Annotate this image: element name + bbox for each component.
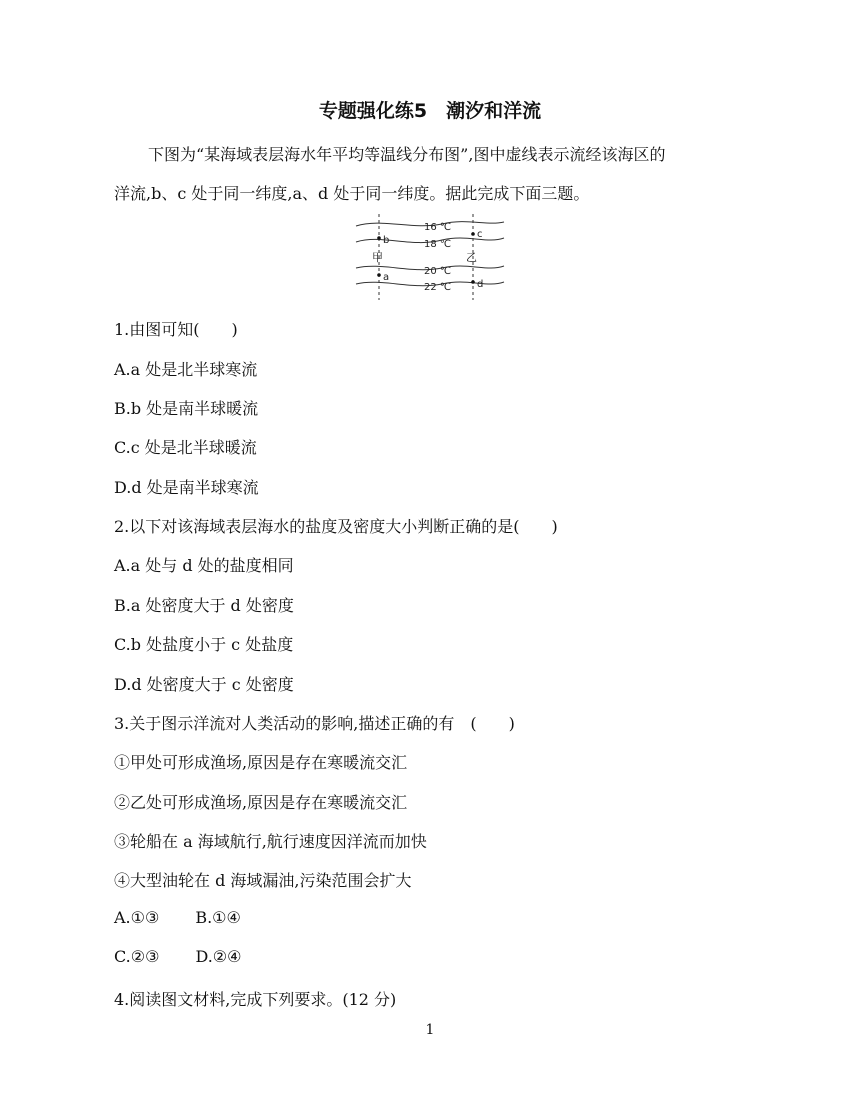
q2-option-a: A.a 处与 d 处的盐度相同 xyxy=(114,556,294,575)
q1-option-b: B.b 处是南半球暖流 xyxy=(114,399,259,418)
point-a-dot xyxy=(377,273,381,277)
isotherm-figure xyxy=(352,212,508,302)
region-yi-label: 乙 xyxy=(466,251,477,264)
page-number: 1 xyxy=(425,1022,435,1038)
q1-option-a: A.a 处是北半球寒流 xyxy=(114,360,258,379)
q3-option-a: A.①③ xyxy=(114,908,160,927)
point-d-dot xyxy=(471,280,475,284)
page-title: 专题强化练5 潮汐和洋流 xyxy=(318,100,542,122)
q2-option-c: C.b 处盐度小于 c 处盐度 xyxy=(114,635,294,654)
label-16: 16 ℃ xyxy=(424,222,452,233)
point-c-label: c xyxy=(477,229,483,240)
q2-option-b: B.a 处密度大于 d 处密度 xyxy=(114,596,294,615)
q1-option-d: D.d 处是南半球寒流 xyxy=(114,478,259,497)
q1-option-c: C.c 处是北半球暖流 xyxy=(114,438,257,457)
q3-options-row-2 xyxy=(114,947,241,966)
label-18: 18 ℃ xyxy=(424,239,452,250)
q3-option-d: D.②④ xyxy=(195,947,242,966)
q1-stem: 1.由图可知( ) xyxy=(114,320,238,339)
q2-stem: 2.以下对该海域表层海水的盐度及密度大小判断正确的是( ) xyxy=(114,517,558,536)
label-20: 20 ℃ xyxy=(424,266,452,277)
q3-options-row-1 xyxy=(114,908,241,927)
q3-statement-3: ③轮船在 a 海域航行,航行速度因洋流而加快 xyxy=(114,832,427,851)
point-d-label: d xyxy=(477,279,484,290)
q3-option-c: C.②③ xyxy=(114,947,160,966)
q3-statement-4: ④大型油轮在 d 海域漏油,污染范围会扩大 xyxy=(114,871,412,890)
point-b-label: b xyxy=(383,235,390,246)
q2-option-d: D.d 处密度大于 c 处密度 xyxy=(114,675,294,694)
point-c-dot xyxy=(471,232,475,236)
intro-line-2: 洋流,b、c 处于同一纬度,a、d 处于同一纬度。据此完成下面三题。 xyxy=(114,184,590,203)
point-a-label: a xyxy=(383,272,390,283)
point-b-dot xyxy=(377,236,381,240)
label-22: 22 ℃ xyxy=(424,282,452,293)
q3-statement-1: ①甲处可形成渔场,原因是存在寒暖流交汇 xyxy=(114,753,408,772)
q3-statement-2: ②乙处可形成渔场,原因是存在寒暖流交汇 xyxy=(114,793,408,812)
intro-line-1: 下图为“某海域表层海水年平均等温线分布图”,图中虚线表示流经该海区的 xyxy=(148,145,666,164)
q3-stem: 3.关于图示洋流对人类活动的影响,描述正确的有 ( ) xyxy=(114,714,515,733)
q4-stem: 4.阅读图文材料,完成下列要求。(12 分) xyxy=(114,990,397,1009)
region-jia-label: 甲 xyxy=(372,251,383,264)
q3-option-b: B.①④ xyxy=(195,908,241,927)
